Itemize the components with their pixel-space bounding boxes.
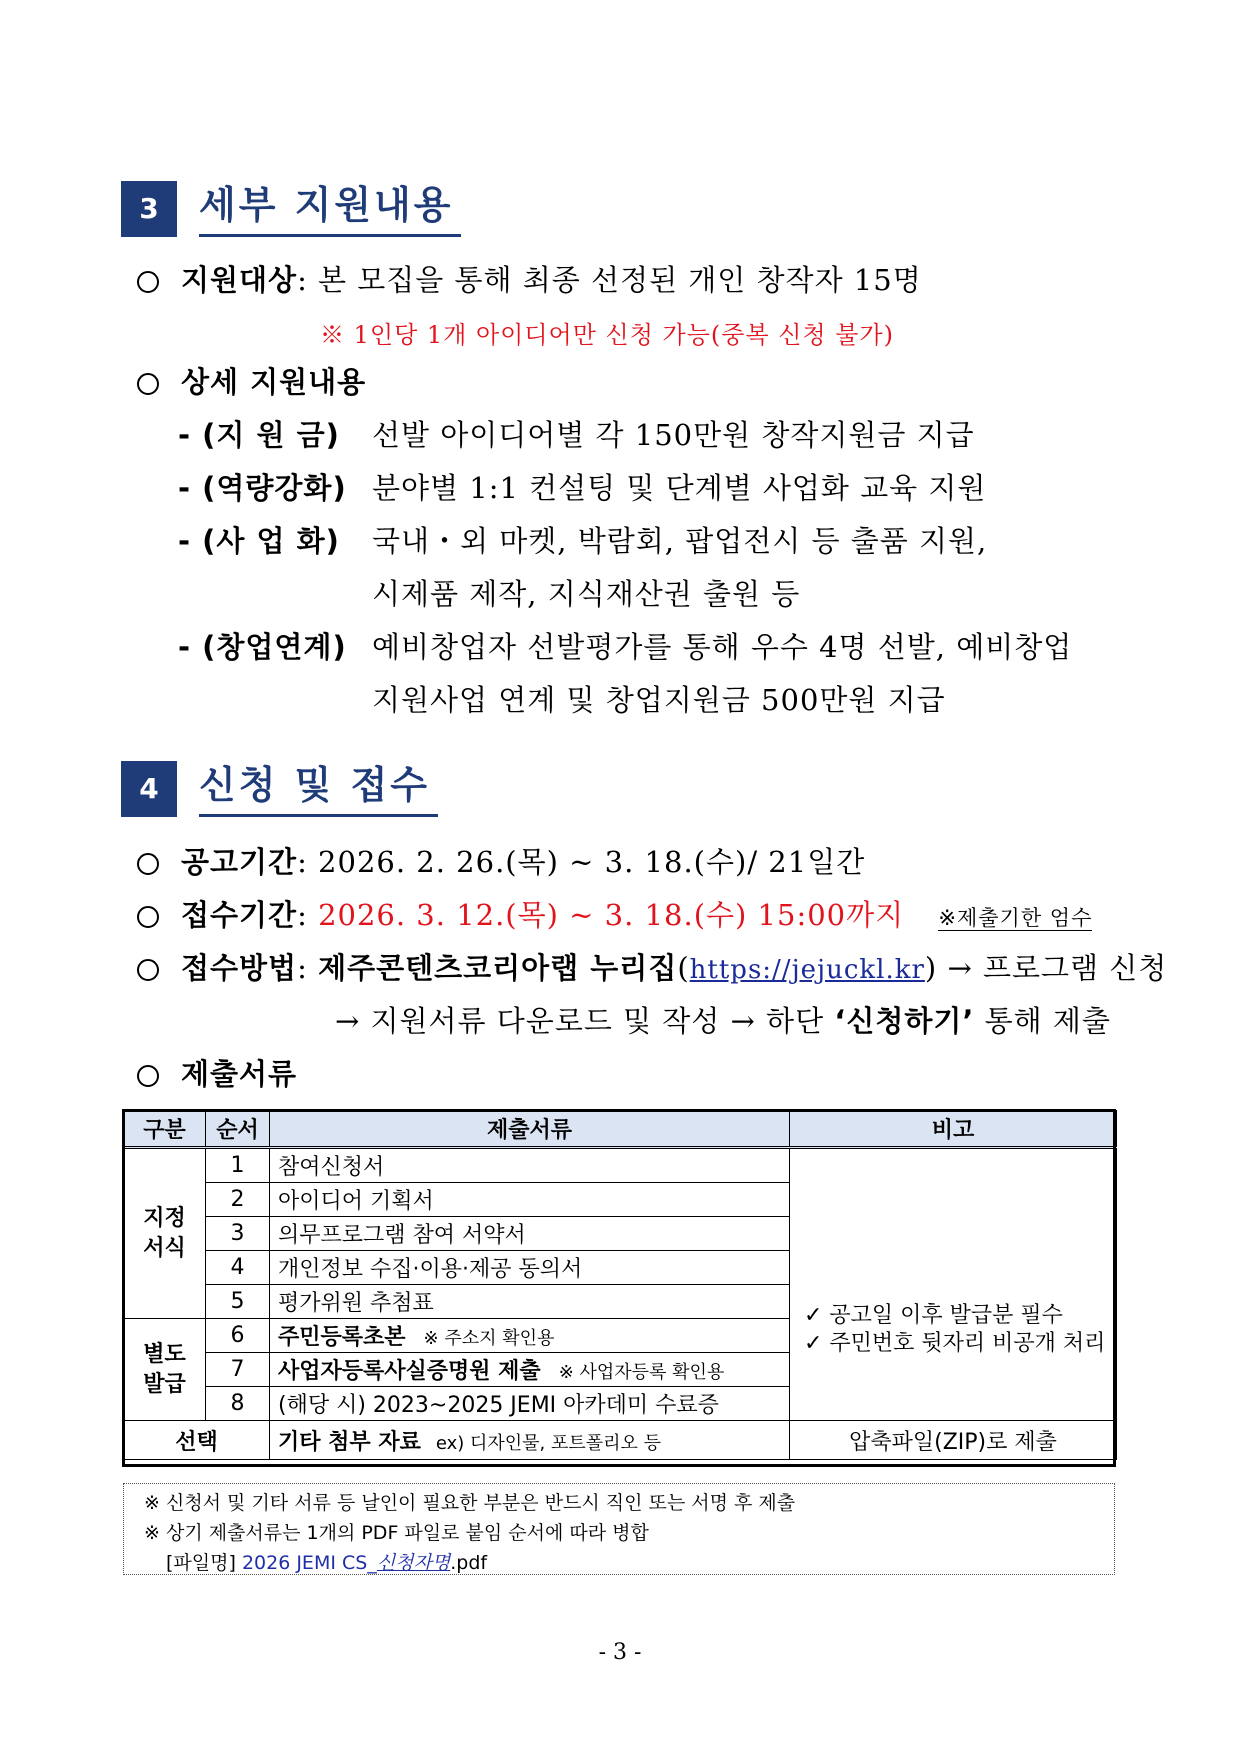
- document-note: ※ 사업자등록 확인용: [558, 1362, 725, 1383]
- filename-applicant: 신청자명: [376, 1552, 451, 1574]
- row-number: 6: [206, 1319, 270, 1353]
- filename-line: [144, 1548, 1094, 1578]
- notice-period-label: 공고기간: [181, 845, 298, 879]
- section-number: 4: [121, 761, 177, 817]
- remarks-cell: [790, 1148, 1117, 1421]
- receipt-period-label: 접수기간: [181, 898, 298, 932]
- header-remarks: 비고: [790, 1111, 1117, 1148]
- select-document: [270, 1421, 790, 1460]
- circle-bullet-icon: [137, 906, 159, 928]
- detail-item: [178, 413, 975, 454]
- detail-item-text: 분야별 1:1 컨설팅 및 단계별 사업화 교육 지원: [372, 471, 987, 505]
- document-name: 기타 첨부 자료: [278, 1429, 421, 1455]
- apply-button-label: ‘신청하기’: [834, 1004, 975, 1038]
- row-document: 개인정보 수집·이용·제공 동의서: [270, 1251, 790, 1285]
- table-header: [124, 1111, 1117, 1148]
- documents-label: 제출서류: [181, 1057, 298, 1091]
- support-target-note: ※ 1인당 1개 아이디어만 신청 가능(중복 신청 불가): [320, 321, 894, 349]
- row-number: 3: [206, 1217, 270, 1251]
- group-designated: 지정 서식: [124, 1148, 206, 1319]
- detail-support-label: 상세 지원내용: [181, 365, 367, 399]
- row-number: 5: [206, 1285, 270, 1319]
- row-document: 참여신청서: [270, 1148, 790, 1183]
- document-name: 주민등록초본: [278, 1325, 406, 1350]
- filename-base: 2026 JEMI CS_: [241, 1552, 377, 1574]
- row-document: 아이디어 기획서: [270, 1183, 790, 1217]
- detail-item-text: 선발 아이디어별 각 150만원 창작지원금 지급: [372, 418, 975, 452]
- section-number: 3: [121, 181, 177, 237]
- row-document: (해당 시) 2023~2025 JEMI 아카데미 수료증: [270, 1387, 790, 1421]
- detail-item: [178, 466, 986, 507]
- method-text: → 프로그램 신청: [947, 951, 1168, 985]
- method-text: → 지원서류 다운로드 및 작성 → 하단: [335, 1004, 825, 1038]
- note-line: ※ 상기 제출서류는 1개의 PDF 파일로 붙임 순서에 따라 병합: [144, 1522, 649, 1544]
- site-link[interactable]: https://jejuckl.kr: [689, 955, 925, 985]
- select-remark: 압축파일(ZIP)로 제출: [790, 1421, 1117, 1460]
- colon: :: [297, 951, 308, 985]
- receipt-period-text: 2026. 3. 12.(목) ~ 3. 18.(수) 15:00까지: [318, 898, 905, 932]
- row-number: 4: [206, 1251, 270, 1285]
- detail-item-label: - (지 원 금): [178, 418, 340, 452]
- detail-item-continuation: 지원사업 연계 및 창업지원금 500만원 지급: [372, 683, 946, 717]
- notice-period-line: [137, 840, 865, 881]
- circle-bullet-icon: [137, 1065, 159, 1087]
- detail-item-label: - (역량강화): [178, 471, 347, 505]
- row-document: 의무프로그램 참여 서약서: [270, 1217, 790, 1251]
- row-document: 평가위원 추첨표: [270, 1285, 790, 1319]
- row-number: 8: [206, 1387, 270, 1421]
- receipt-method-label: 접수방법: [181, 951, 298, 985]
- support-target-line: [137, 258, 922, 299]
- header-order: 순서: [206, 1111, 270, 1148]
- section-3-header: [121, 180, 461, 237]
- document-name: 사업자등록사실증명원 제출: [278, 1359, 541, 1384]
- detail-item-text: 국내・외 마켓, 박람회, 팝업전시 등 출품 지원,: [372, 524, 988, 558]
- circle-bullet-icon: [137, 373, 159, 395]
- method-text: 통해 제출: [984, 1004, 1111, 1038]
- section-4-header: [121, 760, 438, 817]
- table-row-select: [124, 1421, 1117, 1460]
- detail-item-text: 예비창업자 선발평가를 통해 우수 4명 선발, 예비창업: [372, 630, 1073, 664]
- select-label: 선택: [124, 1421, 270, 1460]
- notice-period-text: : 2026. 2. 26.(목) ~ 3. 18.(수)/ 21일간: [297, 845, 866, 879]
- filename-prefix: [파일명]: [166, 1552, 236, 1574]
- section-title: 세부 지원내용: [199, 180, 461, 237]
- row-number: 1: [206, 1148, 270, 1183]
- receipt-deadline-note: ※제출기한 엄수: [938, 906, 1093, 930]
- circle-bullet-icon: [137, 271, 159, 293]
- document-note: ex) 디자인물, 포트폴리오 등: [435, 1432, 662, 1454]
- colon: :: [297, 898, 308, 932]
- detail-item: [178, 625, 1072, 666]
- header-category: 구분: [124, 1111, 206, 1148]
- detail-item: [178, 519, 987, 560]
- row-number: 2: [206, 1183, 270, 1217]
- detail-item-continuation: 시제품 제작, 지식재산권 출원 등: [372, 577, 801, 611]
- row-number: 7: [206, 1353, 270, 1387]
- document-note: ※ 주소지 확인용: [423, 1328, 555, 1349]
- notes-box: [123, 1483, 1115, 1575]
- table-row: [124, 1148, 1117, 1183]
- detail-support-line: [137, 360, 366, 401]
- receipt-period-line: [137, 893, 1092, 934]
- documents-line: [137, 1052, 297, 1093]
- documents-table: [123, 1110, 1117, 1460]
- support-target-label: 지원대상: [181, 263, 298, 297]
- filename-ext: .pdf: [450, 1552, 488, 1574]
- header-documents: 제출서류: [270, 1111, 790, 1148]
- circle-bullet-icon: [137, 853, 159, 875]
- detail-item-label: - (사 업 화): [178, 524, 340, 558]
- row-document: [270, 1353, 790, 1387]
- group-separate: 별도 발급: [124, 1319, 206, 1421]
- remark-line: ✓ 주민번호 뒷자리 비공개 처리: [804, 1330, 1106, 1356]
- receipt-method-line: 접수방법: 제주콘텐츠코리아랩 누리집(https://jejuckl.kr) → 프로그램 신청: [137, 946, 1167, 987]
- circle-bullet-icon: [137, 959, 159, 981]
- page-number: - 3 -: [598, 1640, 642, 1665]
- row-document: [270, 1319, 790, 1353]
- site-name: 제주콘텐츠코리아랩 누리집: [318, 951, 678, 985]
- detail-item-label: - (창업연계): [178, 630, 347, 664]
- section-title: 신청 및 접수: [199, 760, 438, 817]
- note-line: ※ 신청서 및 기타 서류 등 날인이 필요한 부분은 반드시 직인 또는 서명 후 제출: [144, 1492, 796, 1514]
- support-target-text: : 본 모집을 통해 최종 선정된 개인 창작자 15명: [297, 263, 922, 297]
- receipt-method-continuation: [335, 999, 1111, 1040]
- remark-line: ✓ 공고일 이후 발급분 필수: [804, 1302, 1063, 1328]
